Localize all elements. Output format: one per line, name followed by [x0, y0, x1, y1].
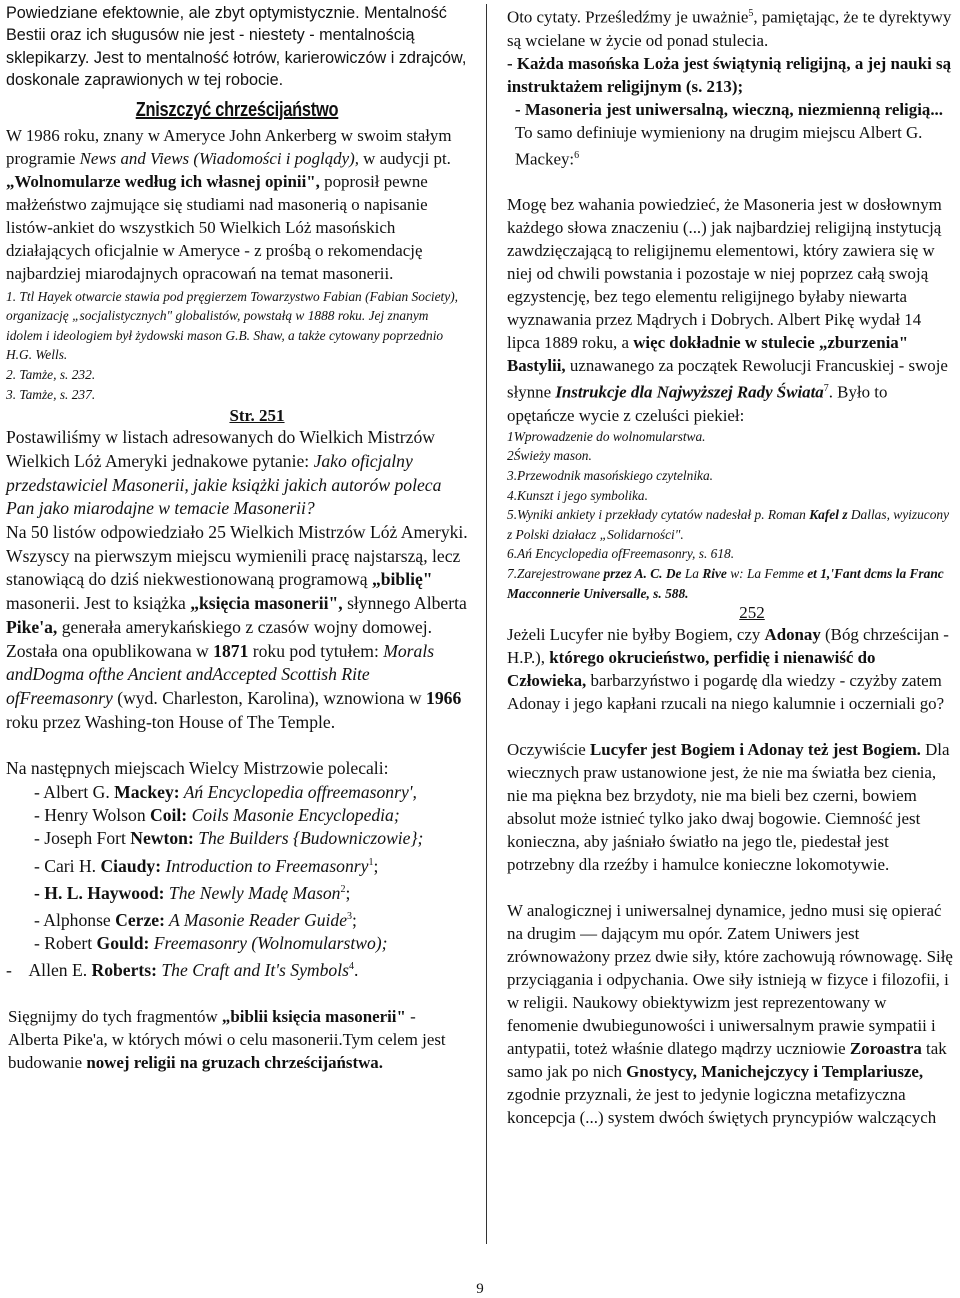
column-divider [486, 4, 487, 1244]
footnote-r7: 7.Zarejestrowane przez A. C. De La Rive w: La Femme et 1,'Fant dcms la Franc Macconnerie Universalle, s. 588. [507, 566, 944, 601]
page-number: 9 [476, 1281, 484, 1297]
footnote-r6: 6.Ań Encyclopedia ofFreemasonry, s. 618. [507, 546, 735, 562]
footnote-1: 1. Ttl Hayek otwarcie stawia pod pręgierzem Towarzystwo Fabian (Fabian Society), organizację „socjalistycznych" globalistów, powstałą w 1888 roku. Jej znanym idolem i ideologiem był żydowski mason G.B. Shaw, a także cytowany poprzednio H.G. Wells. [6, 288, 459, 363]
paragraph-letters: Postawiliśmy w listach adresowanych do Wielkich Mistrzów Wielkich Lóż Ameryki jednakowe pytanie: Jako oficjalny przedstawiciel Masonerii, jakie książki jakich autorów poleca Pan jako miarodajne w temacie Masonerii? [6, 427, 442, 519]
paragraph-lucifer-question: Jeżeli Lucyfer nie byłby Bogiem, czy Adonay (Bóg chrześcijan -H.P.), którego okrucieństwo, perfidię i nienawiść do Człowieka, barbarzyństwo i pogardę dla wiedzy - czyżby zatem Adonay i jego kapłani rzucali na niego kalumnie i oczerniali go? [507, 625, 949, 714]
quote-lodge: - Każda masońska Loża jest świątynią religijną, a jej nauki są instruktażem religijnym (s. 213); [507, 53, 952, 96]
paragraph-recommendations-intro: Na następnych miejscach Wielcy Mistrzowie polecali: [6, 758, 389, 779]
paragraph-lucifer-god: Oczywiście Lucyfer jest Bogiem i Adonay też jest Bogiem. Dla wiecznych praw ustanowione jest, że nie ma światła bez cienia, nie ma piękna bez brzydoty, nie ma bieli bez czerni, bowiem absolut może istnieć tylko jako dwaj bogowie. Ciemność jest konieczna, aby jaśniało światło na jego tle, piedestał jest potrzebny dla rzeźby i hamulce konieczne lokomotywie. [507, 740, 950, 875]
footnote-3: 3. Tamże, s. 237. [6, 386, 96, 402]
quote-universal-religion: - Masoneria jest uniwersalną, wieczną, niezmienną religią... To samo definiuje wymieniony na drugim miejscu Albert G. Mackey:$^6$ [515, 99, 943, 169]
footnote-r2: 2Świeży mason. [507, 448, 592, 464]
footnote-r5: 5.Wyniki ankiety i przekłady cytatów nadesłał p. Roman Kafel z Dallas, wyizucony z Polski działacz „Solidarności". [507, 507, 950, 542]
recommendation-list [6, 781, 468, 982]
list-item: - H. L. Haywood: The Newly Madę Mason$^2$; [34, 882, 351, 903]
paragraph-ankerberg: W 1986 roku, znany w Ameryce John Ankerberg w swoim stałym programie News and Views (Wiadomości i poglądy), w audycji pt. „Wolnomularze według ich własnej opinii", poprosił pewne małżeństwo zajmujące się studiami nad masonerią o napisanie listów-ankiet do wszystkich 50 Wielkich Lóż masońskich działających oficjalnie w Ameryce - z prośbą o rekomendację najbardziej miarodajnych opracowań na temat masonerii. [6, 125, 452, 283]
footnote-r1: 1Wprowadzenie do wolnomularstwa. [507, 428, 706, 444]
list-item: - Cari H. Ciaudy: Introduction to Freemasonry$^1$; [34, 855, 379, 876]
left-column [6, 0, 468, 1074]
intro-paragraph: Powiedziane efektownie, ale zbyt optymistycznie. Mentalność Bestii oraz ich sługusów nie jest - niestety - mentalnością sklepikarzy. Jest to mentalność łotrów, karierowiczów i zdrajców, doskonale zaprawionych w tej robocie. [6, 4, 467, 90]
list-item: - Joseph Fort Newton: The Builders {Budowniczowie}; [34, 828, 424, 849]
page-reference-252: 252 [739, 603, 765, 623]
list-item: - Henry Wolson Coil: Coils Masonie Encyclopedia; [34, 805, 400, 826]
list-item: - Albert G. Mackey: Ań Encyclopedia offreemasonry', [34, 782, 417, 803]
list-item: - Alphonse Cerze: A Masonie Reader Guide$^3$; [34, 909, 357, 930]
right-column [507, 0, 957, 1129]
section-heading: Zniszczyć chrześcijaństwo [135, 98, 339, 121]
paragraph-answers: Na 50 listów odpowiedziało 25 Wielkich Mistrzów Lóż Ameryki. Wszyscy na pierwszym miejscu wymienili pracę najstarszą, lecz stanowiącą do dziś niekwestionowaną programową „biblię" masonerii. Jest to książka „księcia masonerii", słynnego Alberta Pike'a, generała amerykańskiego z czasów wojny domowej. Została ona opublikowana w 1871 roku pod tytułem: Morals andDogma ofthe Ancient andAccepted Scottish Rite ofFreemasonry (wyd. Charleston, Karolina), wznowiona w 1966 roku przez Washing-ton House of The Temple. [6, 522, 468, 732]
footnote-r3: 3.Przewodnik masońskiego czytelnika. [507, 468, 714, 484]
paragraph-dynamics: W analogicznej i uniwersalnej dynamice, jedno musi się opierać na drugim — dającym mu opór. Zatem Uniwers jest zrównoważony przez dwie siły, które zachowują równowagę. Siłę przyciągania i odpychania. Owe siły istnieją w fizyce i filozofii, i w religii. Naukowy obiektywizm jest reprezentowany w fenomenie dwubiegunowości i uniwersalnym prawie sympatii i antypatii, toteż właśnie dlatego mądrzy uczniowie Zoroastra tak samo jak po nich Gnostycy, Manichejczycy i Templariusze, zgodnie przyznali, że jest to jedynie logiczna metafizyczna koncepcja (...) system dwóch świętych pryncypiów walczących [507, 901, 953, 1128]
paragraph-mackey: Mogę bez wahania powiedzieć, że Masoneria jest w dosłownym każdego słowa znaczeniu (...) jak najbardziej religijną instytucją zawdzięczającą to religijnemu elementowi, który zawiera się w niej od chwili powstania i pozostaje w niej poprzez całą swoją egzystencję, bez tego elementu religijnego byłaby niewarta wyznawania przez Mądrych i Dobrych. Albert Pikę wydał 14 lipca 1889 roku, a więc dokładnie w stulecie „zburzenia" Bastylii, uznawanego za początek Rewolucji Francuskiej - swoje słynne Instrukcje dla Najwyższej Rady Świata$^7$. Było to opętańcze wycie z czeluści piekieł: [507, 195, 948, 425]
list-item: - Robert Gould: Freemasonry (Wolnomularstwo); [34, 932, 388, 953]
footnote-2: 2. Tamże, s. 232. [6, 367, 96, 382]
footnote-r4: 4.Kunszt i jego symbolika. [507, 487, 648, 503]
paragraph-conclusion: Sięgnijmy do tych fragmentów „biblii księcia masonerii" - Alberta Pike'a, w których mówi o celu masonerii.Tym celem jest budowanie nowej religii na gruzach chrześcijaństwa. [8, 1007, 446, 1073]
list-item: - Allen E. Roberts: The Craft and It's Symbols$^4$. [6, 959, 359, 980]
page-reference-251: Str. 251 [229, 406, 285, 426]
paragraph-quotes-intro: Oto cytaty. Prześledźmy je uważnie$^5$, pamiętając, że te dyrektywy są wcielane w życie od ponad stulecia. [507, 7, 952, 50]
